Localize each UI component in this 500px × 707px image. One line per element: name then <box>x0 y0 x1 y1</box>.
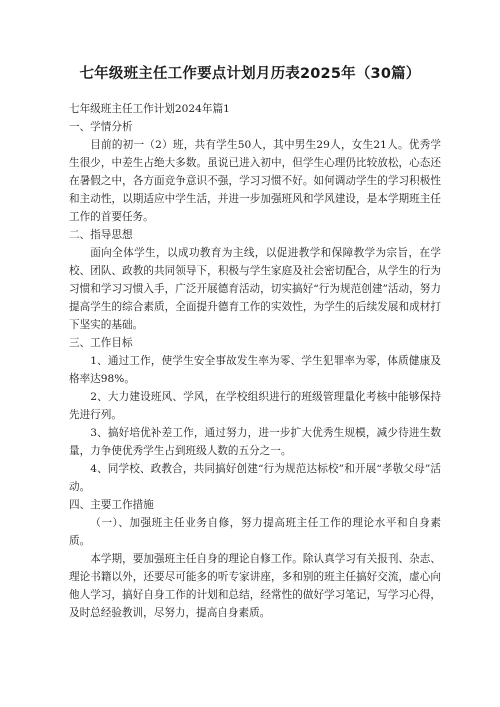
goal-item: 2、大力建设班风、学风，在学校组织进行的班级管理量化考核中能够保持先进行列。 <box>69 391 441 421</box>
section-heading: 三、工作目标 <box>69 337 133 349</box>
goal-item: 1、通过工作，使学生安全事故发生率为零、学生犯罪率为零，体质健康及格率达98%。 <box>69 355 441 385</box>
section-heading: 二、指导思想 <box>69 229 133 241</box>
subheading: （一）、加强班主任业务自修，努力提高班主任工作的理论水平和自身素质。 <box>69 517 441 547</box>
document-title: 七年级班主任工作要点计划月历表2025年（30篇） <box>79 66 421 82</box>
section-heading: 四、主要工作措施 <box>69 499 154 511</box>
paragraph: 本学期，要加强班主任自身的理论自修工作。除认真学习有关报刊、杂志、理论书籍以外，还要尽可能多的听专家讲座，多和别的班主任搞好交流，虚心向他人学习，搞好自身工作的计划和总结，经常性的做好学习笔记，写学习心得，及时总经验教训，尽努力，提高自身素质。 <box>69 553 441 619</box>
paragraph: 面向全体学生，以成功教育为主线，以促进教学和保障教学为宗旨，在学校、团队、政教的共同领导下，积极与学生家庭及社会密切配合，从学生的行为习惯和学习习惯入手，广泛开展德育活动，切实搞好“行为规范创建”活动，努力提高学生的综合素质，全面提升德育工作的实效性，为学生的后续发展和成材打下坚实的基础。 <box>69 247 441 331</box>
goal-item: 4、同学校、政教合，共同搞好创建“行为规范达标校”和开展“孝敬父母”活动。 <box>69 463 441 493</box>
goal-item: 3、搞好培优补差工作，通过努力，进一步扩大优秀生规模，减少待进生数量，力争使优秀学生占到班级人数的五分之一。 <box>69 427 441 457</box>
document-subtitle: 七年级班主任工作计划2024年篇1 <box>69 103 230 115</box>
document-body <box>69 100 441 622</box>
paragraph: 目前的初一（2）班，共有学生50人，其中男生29人，女生21人。优秀学生很少，中差生占绝大多数。虽说已进入初中，但学生心理仍比较放松，心态还在暑假之中，各方面竞争意识不强，学习习惯不好。如何调动学生的学习积极性和主动性，以期适应中学生活，并进一步加强班风和学风建设，是本学期班主任工作的首要任务。 <box>69 139 441 223</box>
section-heading: 一、学情分析 <box>69 121 133 133</box>
